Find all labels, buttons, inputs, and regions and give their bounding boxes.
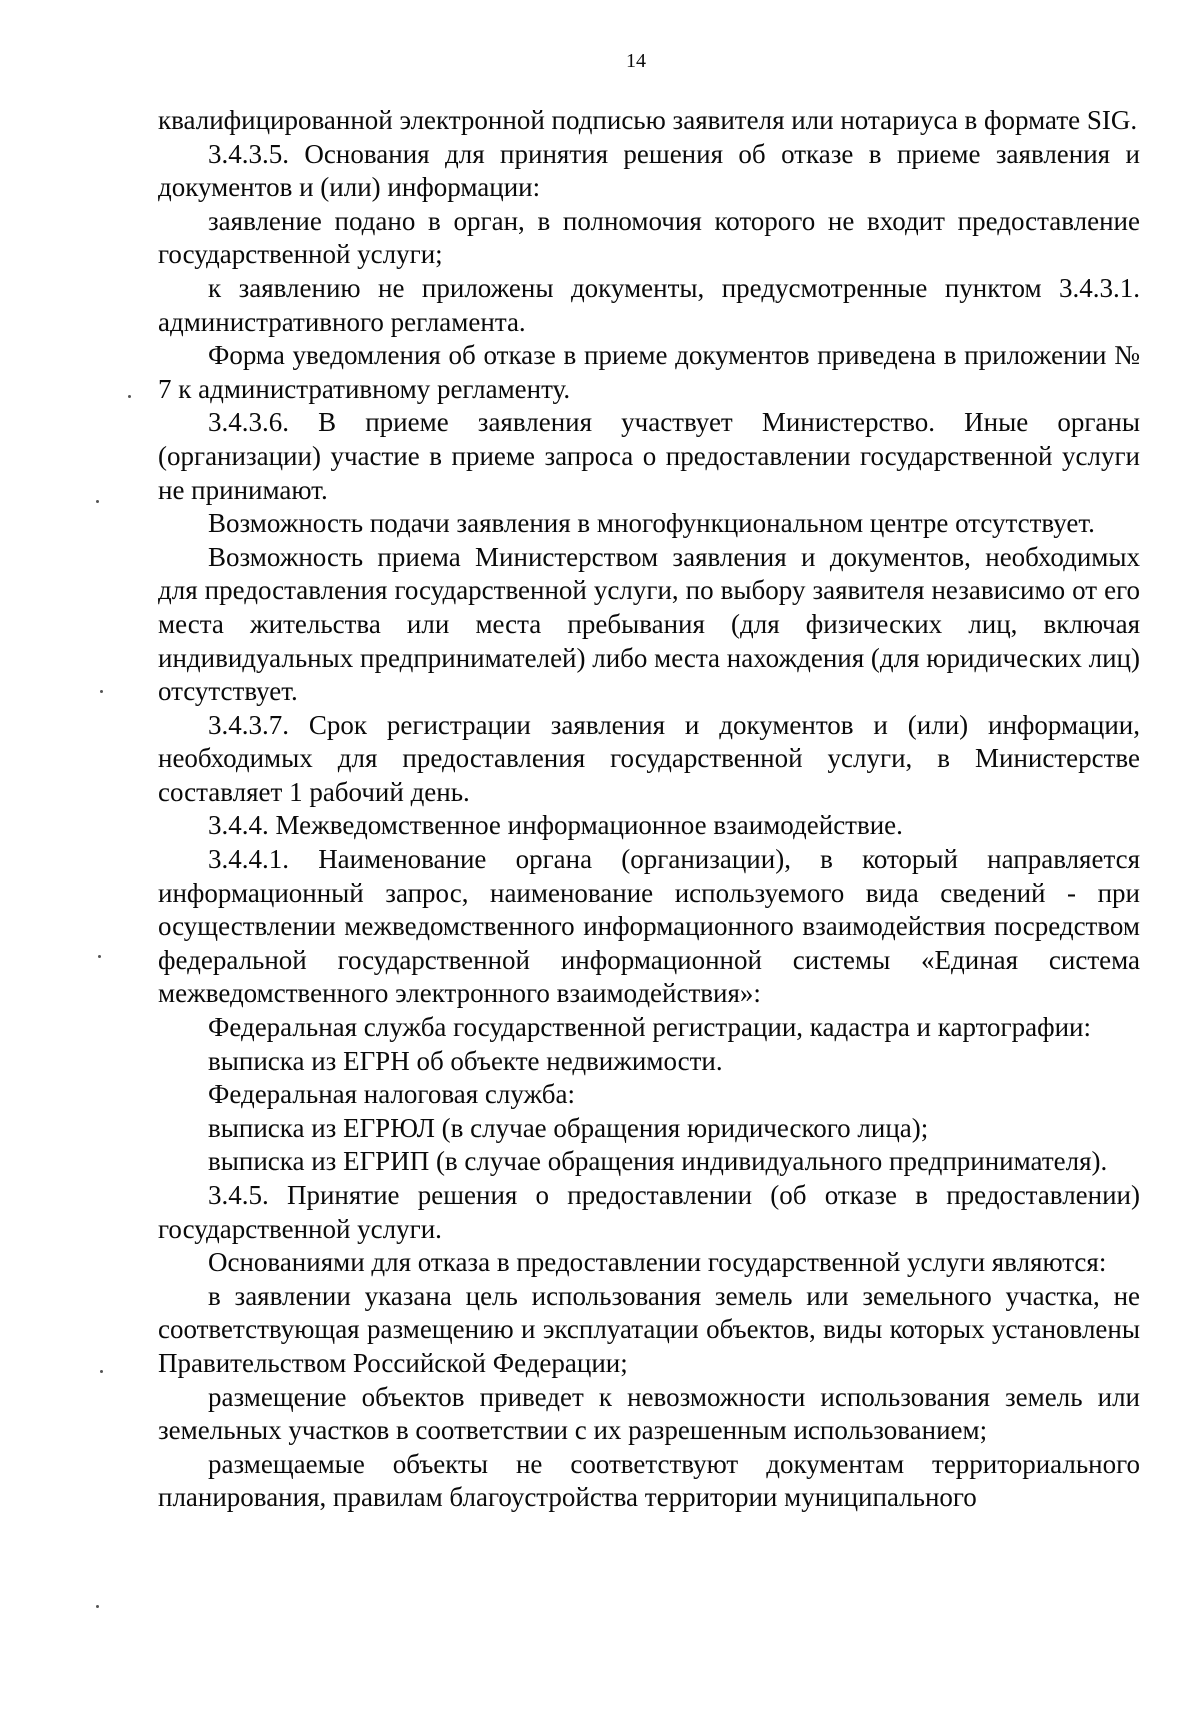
paragraph: 3.4.5. Принятие решения о предоставлении (об отказе в предоставлении) государственной услуги. [158, 1180, 1140, 1244]
paragraph: Основаниями для отказа в предоставлении государственной услуги являются: [208, 1247, 1107, 1278]
paragraph: 3.4.3.7. Срок регистрации заявления и документов и (или) информации, необходимых для предоставления государственной услуги, в Министерстве составляет 1 рабочий день. [158, 709, 1140, 807]
paragraph: 3.4.4.1. Наименование органа (организации), в который направляется информационный запрос, наименование используемого вида сведений - при осуществлении межведомственного информационного взаимодействия посредством федеральной государственной информационной системы «Единая система межведомственного электронного взаимодействия»: [158, 844, 1140, 1009]
paragraph: квалифицированной электронной подписью заявителя или нотариуса в формате SIG. [158, 105, 1138, 135]
paragraph: 3.4.4. Межведомственное информационное взаимодействие. [208, 810, 903, 841]
paragraph: размещение объектов приведет к невозможности использования земель или земельных участков в соответствии с их разрешенным использованием; [158, 1381, 1140, 1446]
paragraph: Федеральная налоговая служба: [208, 1079, 576, 1110]
paragraph: к заявлению не приложены документы, предусмотренные пунктом 3.4.3.1. административного регламента. [158, 272, 1140, 337]
paragraph: Форма уведомления об отказе в приеме документов приведена в приложении № 7 к административному регламенту. [158, 340, 1140, 404]
scan-speck [128, 395, 131, 398]
paragraph: выписка из ЕГРН об объекте недвижимости. [208, 1045, 723, 1076]
paragraph: Федеральная служба государственной регистрации, кадастра и картографии: [208, 1012, 1091, 1043]
paragraph: заявление подано в орган, в полномочия которого не входит предоставление государственной услуги; [158, 205, 1140, 270]
paragraph: Возможность приема Министерством заявления и документов, необходимых для предоставления государственной услуги, по выбору заявителя независимо от его места жительства или места пребывания (для физических лиц, включая индивидуальных предпринимателей) либо места нахождения (для юридических лиц) отсутствует. [158, 541, 1140, 707]
scan-speck [96, 500, 99, 503]
paragraph: Возможность подачи заявления в многофункциональном центре отсутствует. [208, 508, 1095, 539]
paragraph: 3.4.3.5. Основания для принятия решения об отказе в приеме заявления и документов и (или) информации: [158, 138, 1140, 203]
paragraph: выписка из ЕГРЮЛ (в случае обращения юридического лица); [208, 1112, 929, 1143]
scan-speck [100, 1370, 103, 1373]
scan-speck [98, 955, 101, 958]
paragraph: выписка из ЕГРИП (в случае обращения индивидуального предпринимателя). [208, 1146, 1108, 1177]
page-number: 14 [626, 50, 646, 72]
paragraph: размещаемые объекты не соответствуют документам территориального планирования, правилам благоустройства территории муниципального [158, 1448, 1140, 1513]
scan-speck [96, 1605, 99, 1608]
document-body [158, 104, 1140, 1515]
paragraph: в заявлении указана цель использования земель или земельного участка, не соответствующая размещению и эксплуатации объектов, виды которых установлены Правительством Российской Федерации; [158, 1280, 1140, 1378]
paragraph: 3.4.3.6. В приеме заявления участвует Министерство. Иные органы (организации) участие в приеме запроса о предоставлении государственной услуги не принимают. [158, 407, 1140, 505]
scan-speck [100, 690, 103, 693]
